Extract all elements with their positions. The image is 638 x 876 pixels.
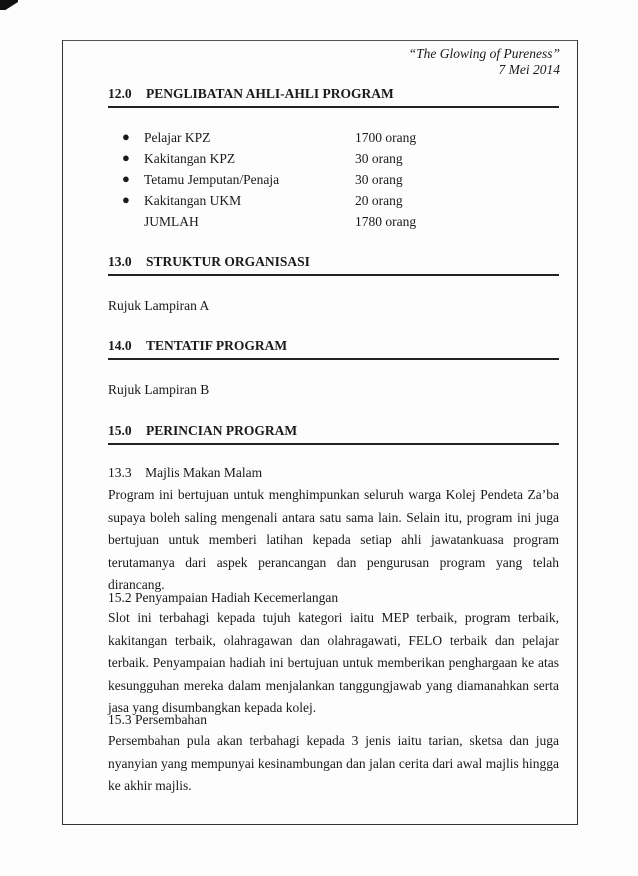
section-title: PENGLIBATAN AHLI-AHLI PROGRAM — [146, 86, 394, 101]
document-header — [409, 46, 560, 78]
participant-count: 30 orang — [355, 172, 403, 187]
section-title: STRUKTUR ORGANISASI — [146, 254, 310, 269]
participant-count: 20 orang — [355, 193, 403, 208]
bullet-icon: ● — [122, 171, 130, 186]
scan-corner-mark — [0, 0, 18, 10]
section-14-heading — [108, 338, 287, 354]
total-count: 1780 orang — [355, 214, 417, 229]
section-divider — [108, 358, 559, 360]
section-number: 15.0 — [108, 423, 132, 438]
section-title: TENTATIF PROGRAM — [146, 338, 288, 353]
section-13-heading — [108, 254, 310, 270]
section-12-heading — [108, 86, 394, 102]
reference-text: Rujuk Lampiran B — [108, 382, 210, 397]
section-divider — [108, 443, 559, 445]
bullet-icon: ● — [122, 129, 130, 144]
subsection-body: Persembahan pula akan terbahagi kepada 3 jenis iaitu tarian, sketsa dan juga nyanyian yang mempunyai kesinambungan dan jalan cerita dari awal majlis hingga ke akhir majlis. — [108, 733, 559, 793]
bullet-icon: ● — [122, 192, 130, 207]
participant-label: Pelajar KPZ — [144, 130, 211, 145]
subsection-body: Program ini bertujuan untuk menghimpunkan seluruh warga Kolej Pendeta Za’ba supaya boleh saling mengenali antara satu sama lain. Selain itu, program ini juga bertujuan untuk memberi latihan kepada setiap ahli jawatankuasa program terutamanya dari aspek perancangan dan pengurusan program yang telah dirancang. — [108, 487, 559, 592]
subsection-heading: 13.3 Majlis Makan Malam — [108, 465, 263, 480]
section-divider — [108, 274, 559, 276]
participant-label: Kakitangan KPZ — [144, 151, 236, 166]
subsection-body: Slot ini terbahagi kepada tujuh kategori iaitu MEP terbaik, program terbaik, kakitangan terbaik, olahragawan dan olahragawati, FELO terbaik dan pelajar terbaik. Penyampaian hadiah ini bertujuan untuk memberikan penghargaan ke atas kesungguhan mereka dalam menjalankan tanggungjawab yang diamanahkan serta jasa yang disumbangkan kepada kolej. — [108, 610, 559, 715]
subsection-heading: 15.2 Penyampaian Hadiah Kecemerlangan — [108, 590, 339, 605]
participant-label: Tetamu Jemputan/Penaja — [144, 172, 280, 187]
participant-count: 30 orang — [355, 151, 403, 166]
section-number: 12.0 — [108, 86, 132, 101]
section-divider — [108, 106, 559, 108]
subsection-heading: 15.3 Persembahan — [108, 712, 207, 727]
participant-label: Kakitangan UKM — [144, 193, 242, 208]
section-title: PERINCIAN PROGRAM — [146, 423, 298, 438]
header-date: 7 Mei 2014 — [498, 62, 560, 77]
section-number: 14.0 — [108, 338, 132, 353]
section-15-heading — [108, 423, 297, 439]
reference-text: Rujuk Lampiran A — [108, 298, 210, 313]
header-tagline: “The Glowing of Pureness” — [408, 46, 560, 61]
section-number: 13.0 — [108, 254, 132, 269]
total-label: JUMLAH — [144, 214, 199, 229]
participant-count: 1700 orang — [355, 130, 417, 145]
bullet-icon: ● — [122, 150, 130, 165]
